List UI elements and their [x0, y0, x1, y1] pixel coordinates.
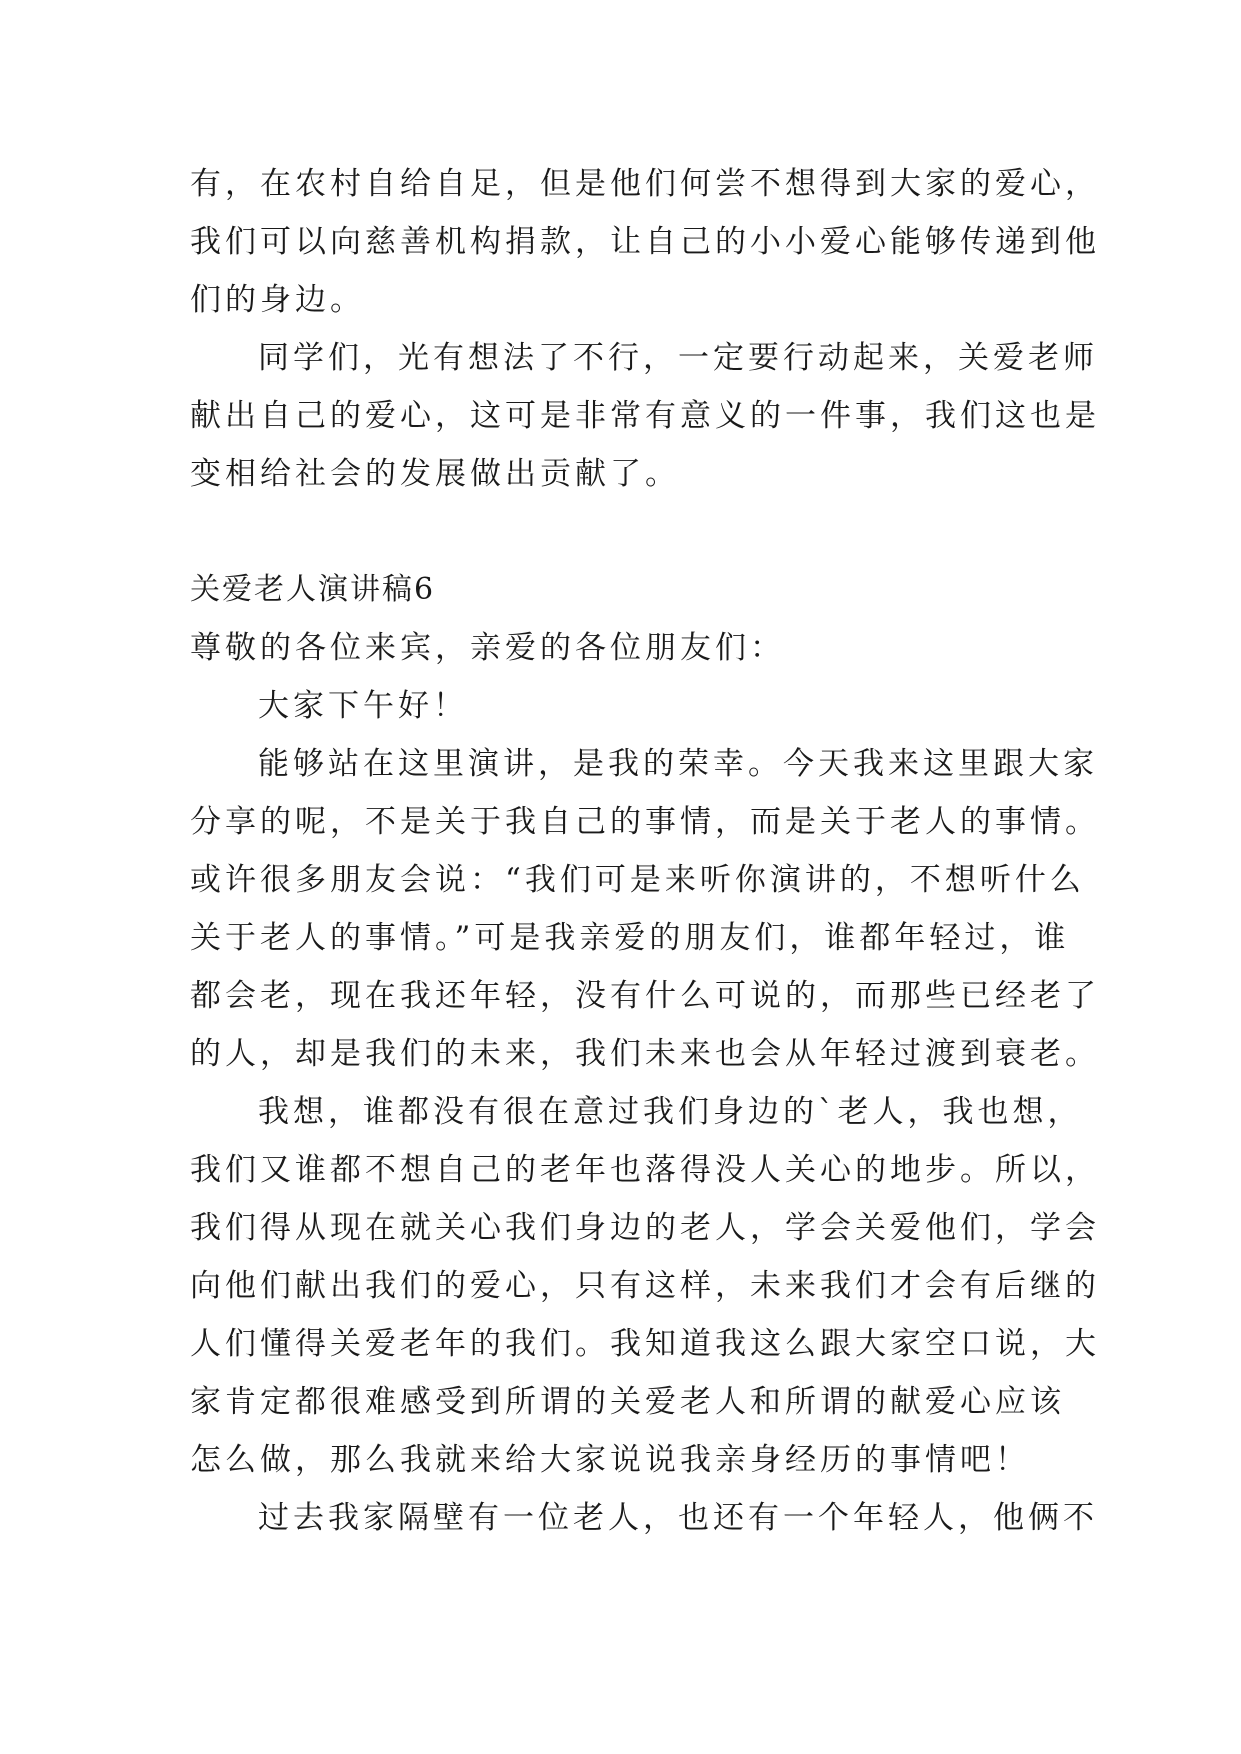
text-line: 我想，谁都没有很在意过我们身边的`老人，我也想， — [258, 1094, 1083, 1130]
text-line: 我们又谁都不想自己的老年也落得没人关心的地步。所以， — [190, 1152, 1100, 1188]
blank-line — [190, 503, 1060, 561]
text-line: 关于老人的事情。”可是我亲爱的朋友们，谁都年轻过，谁 — [190, 920, 1070, 956]
text-line: 怎么做，那么我就来给大家说说我亲身经历的事情吧！ — [190, 1442, 1030, 1478]
text-line: 人们懂得关爱老年的我们。我知道我这么跟大家空口说，大 — [190, 1326, 1100, 1362]
text-line: 献出自己的爱心，这可是非常有意义的一件事，我们这也是 — [190, 398, 1100, 434]
text-line: 们的身边。 — [190, 282, 365, 318]
text-line: 的人，却是我们的未来，我们未来也会从年轻过渡到衰老。 — [190, 1036, 1100, 1072]
greeting: 大家下午好！ — [258, 688, 468, 724]
salutation: 尊敬的各位来宾，亲爱的各位朋友们： — [190, 630, 785, 666]
text-line: 能够站在这里演讲，是我的荣幸。今天我来这里跟大家 — [258, 746, 1098, 782]
text-line: 我们可以向慈善机构捐款，让自己的小小爱心能够传递到他 — [190, 224, 1100, 260]
text-line: 我们得从现在就关心我们身边的老人，学会关爱他们，学会 — [190, 1210, 1100, 1246]
text-line: 过去我家隔壁有一位老人，也还有一个年轻人，他俩不 — [258, 1500, 1098, 1536]
text-line: 或许很多朋友会说：“我们可是来听你演讲的，不想听什么 — [190, 862, 1085, 898]
section-title: 关爱老人演讲稿6 — [190, 572, 436, 607]
text-line: 同学们，光有想法了不行，一定要行动起来，关爱老师 — [258, 340, 1098, 376]
document-page — [190, 155, 1100, 1547]
text-line: 变相给社会的发展做出贡献了。 — [190, 456, 680, 492]
text-line: 家肯定都很难感受到所谓的关爱老人和所谓的献爱心应该 — [190, 1384, 1065, 1420]
text-line: 分享的呢，不是关于我自己的事情，而是关于老人的事情。 — [190, 804, 1100, 840]
text-line: 向他们献出我们的爱心，只有这样，未来我们才会有后继的 — [190, 1268, 1100, 1304]
text-line: 都会老，现在我还年轻，没有什么可说的，而那些已经老了 — [190, 978, 1100, 1014]
text-line: 有，在农村自给自足，但是他们何尝不想得到大家的爱心， — [190, 166, 1100, 202]
